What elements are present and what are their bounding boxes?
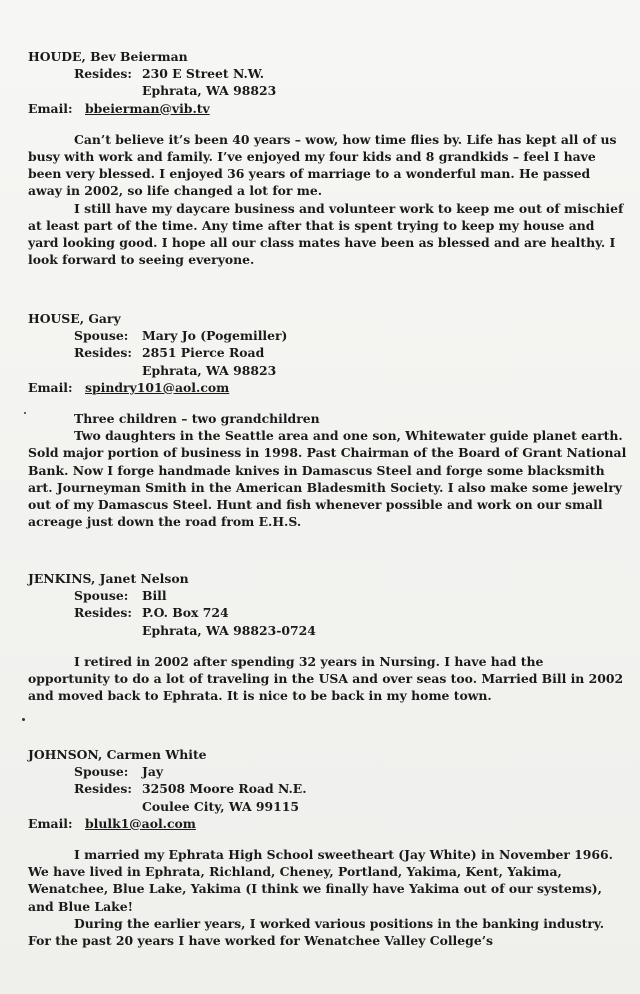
spouse-label: Spouse:: [74, 588, 129, 604]
address-line-2: Ephrata, WA 98823: [142, 362, 277, 378]
entry-johnson: [28, 746, 628, 949]
address-row-2: [28, 798, 628, 815]
entry-paragraph: I married my Ephrata High School sweetheart (Jay White) in November 1966. We have lived in Ephrata, Richland, Cheney, Portland, Yakima, Kent, Yakima, Wenatchee, Blue Lake, Yakima (I think we finally have Yakima out of our systems), and Blue Lake!: [28, 846, 613, 914]
entry-paragraph: Two daughters in the Seattle area and one son, Whitewater guide planet earth. Sold major portion of business in 1998. Past Chairman of the Board of Grant National Bank. Now I forge handmade knives in Damascus Steel and forge some blacksmith art. Journeyman Smith in the American Bladesmith Society. I also make some jewelry out of my Damascus Steel. Hunt and fish whenever possible and work on our small acreage just down the road from E.H.S.: [28, 428, 627, 530]
address-line-2: Coulee City, WA 99115: [142, 798, 300, 814]
entry-name: HOUDE, Bev Beierman: [28, 49, 188, 64]
spouse-row: [28, 327, 628, 344]
spouse-value: Mary Jo (Pogemiller): [142, 328, 288, 344]
entry-paragraph: I retired in 2002 after spending 32 years in Nursing. I have had the opportunity to do a lot of traveling in the USA and over seas too. Married Bill in 2002 and moved back to Ephrata. It is nice to be back in my home town.: [28, 653, 624, 704]
entry-jenkins: [28, 570, 628, 704]
resides-row: [28, 604, 628, 621]
email-label: Email:: [28, 100, 73, 116]
email-link[interactable]: bbeierman@vib.tv: [85, 100, 210, 116]
address-line-1: 230 E Street N.W.: [142, 66, 265, 82]
spouse-value: Bill: [142, 588, 167, 604]
entry-houde: [28, 48, 628, 268]
resides-label: Resides:: [74, 781, 132, 797]
email-link[interactable]: blulk1@aol.com: [85, 815, 196, 831]
entry-paragraph: Can’t believe it’s been 40 years – wow, how time flies by. Life has kept all of us busy with work and family. I’ve enjoyed my four kids and 8 grandkids – feel I have been very blessed. I enjoyed 36 years of marriage to a wonderful man. He passed away in 2002, so life changed a lot for me.: [28, 131, 617, 199]
spouse-label: Spouse:: [74, 328, 129, 344]
entry-name: JENKINS, Janet Nelson: [28, 571, 189, 586]
address-line-2: Ephrata, WA 98823-0724: [142, 622, 316, 638]
address-line-1: 32508 Moore Road N.E.: [142, 781, 307, 797]
email-row: [28, 815, 628, 832]
entry-name: HOUSE, Gary: [28, 311, 121, 326]
email-label: Email:: [28, 379, 73, 395]
scan-speck: [22, 718, 25, 721]
email-label: Email:: [28, 815, 73, 831]
spouse-row: [28, 763, 628, 780]
scan-speck: [24, 412, 26, 414]
resides-row: [28, 65, 628, 82]
resides-label: Resides:: [74, 66, 132, 82]
resides-row: [28, 344, 628, 361]
entry-name: JOHNSON, Carmen White: [28, 747, 207, 762]
entry-paragraph: During the earlier years, I worked various positions in the banking industry. For the past 20 years I have worked for Wenatchee Valley College’s: [28, 915, 605, 948]
address-line-2: Ephrata, WA 98823: [142, 83, 277, 99]
address-row-2: [28, 622, 628, 639]
entry-house: [28, 310, 628, 530]
resides-label: Resides:: [74, 605, 132, 621]
email-link[interactable]: spindry101@aol.com: [85, 379, 230, 395]
entry-paragraph: Three children – two grandchildren: [74, 410, 320, 426]
entry-paragraph: I still have my daycare business and volunteer work to keep me out of mischief at least part of the time. Any time after that is spent trying to keep my house and yard looking good. I hope all our class mates have been as blessed and are healthy. I look forward to seeing everyone.: [28, 200, 624, 268]
address-line-1: P.O. Box 724: [142, 605, 229, 621]
email-row: [28, 100, 628, 117]
address-row-2: [28, 362, 628, 379]
spouse-label: Spouse:: [74, 764, 129, 780]
address-line-1: 2851 Pierce Road: [142, 345, 265, 361]
address-row-2: [28, 82, 628, 99]
resides-row: [28, 780, 628, 797]
spouse-row: [28, 587, 628, 604]
resides-label: Resides:: [74, 345, 132, 361]
email-row: [28, 379, 628, 396]
spouse-value: Jay: [142, 764, 164, 780]
